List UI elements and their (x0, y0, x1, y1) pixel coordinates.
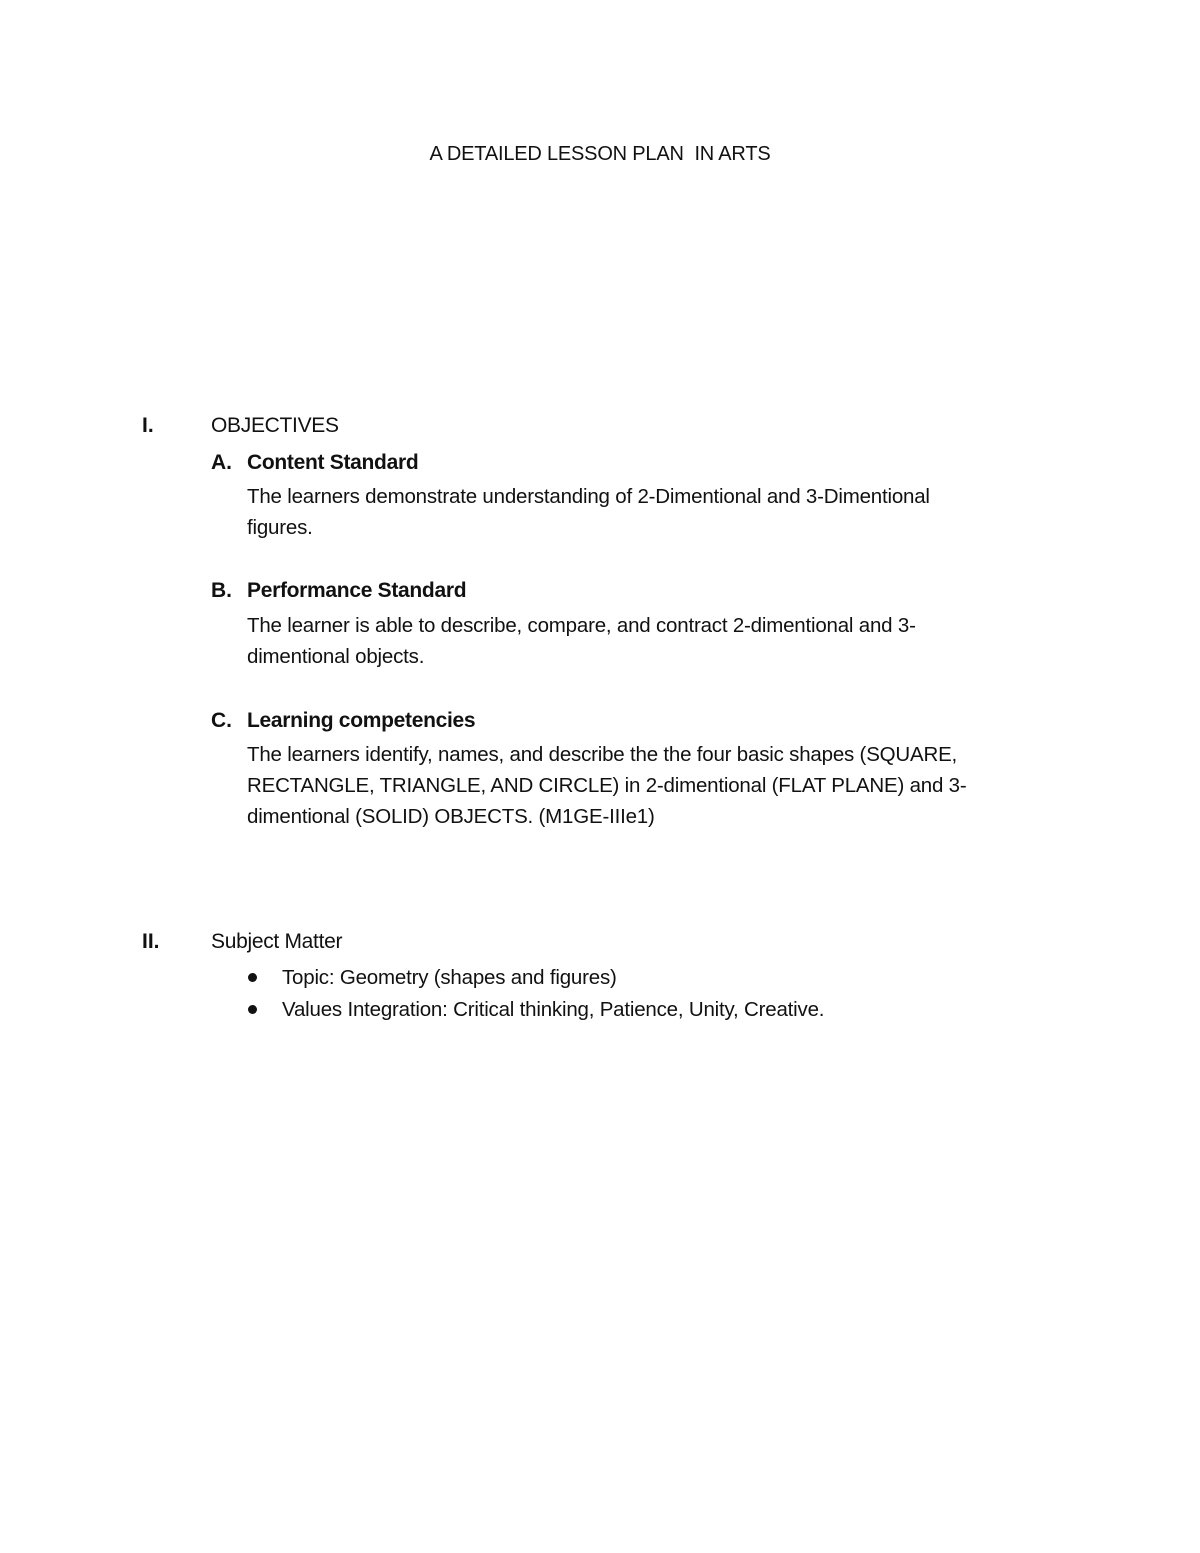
subsection-heading-performance-standard: Performance Standard (247, 579, 467, 602)
section-numeral-objectives: I. (142, 414, 154, 437)
section-heading-subject-matter: Subject Matter (211, 930, 343, 953)
list-item-text: Topic: Geometry (shapes and figures) (282, 966, 617, 989)
paragraph-line: RECTANGLE, TRIANGLE, AND CIRCLE) in 2-dimentional (FLAT PLANE) and 3- (247, 774, 967, 797)
section-numeral-subject-matter: II. (142, 930, 160, 953)
content-standard-text (247, 481, 1017, 543)
paragraph-line: dimentional (SOLID) OBJECTS. (M1GE-IIIe1) (247, 805, 655, 828)
subsection-heading-content-standard: Content Standard (247, 451, 419, 474)
list-item-text: Values Integration: Critical thinking, Patience, Unity, Creative. (282, 998, 825, 1021)
paragraph-line: figures. (247, 516, 313, 539)
learning-competencies-text (247, 739, 1017, 832)
section-heading-objectives: OBJECTIVES (211, 414, 339, 437)
subsection-letter-b: B. (211, 579, 232, 602)
document-title: A DETAILED LESSON PLAN IN ARTS (429, 143, 771, 165)
subsection-letter-c: C. (211, 709, 232, 732)
subsection-heading-learning-competencies: Learning competencies (247, 709, 476, 732)
bullet-icon (248, 1005, 257, 1014)
bullet-icon (248, 973, 257, 982)
paragraph-line: The learners identify, names, and describe the the four basic shapes (SQUARE, (247, 743, 958, 766)
paragraph-line: The learner is able to describe, compare, and contract 2-dimentional and 3- (247, 614, 916, 637)
performance-standard-text (247, 610, 1017, 672)
paragraph-line: The learners demonstrate understanding of 2-Dimentional and 3-Dimentional (247, 485, 930, 508)
subsection-letter-a: A. (211, 451, 232, 474)
paragraph-line: dimentional objects. (247, 645, 425, 668)
